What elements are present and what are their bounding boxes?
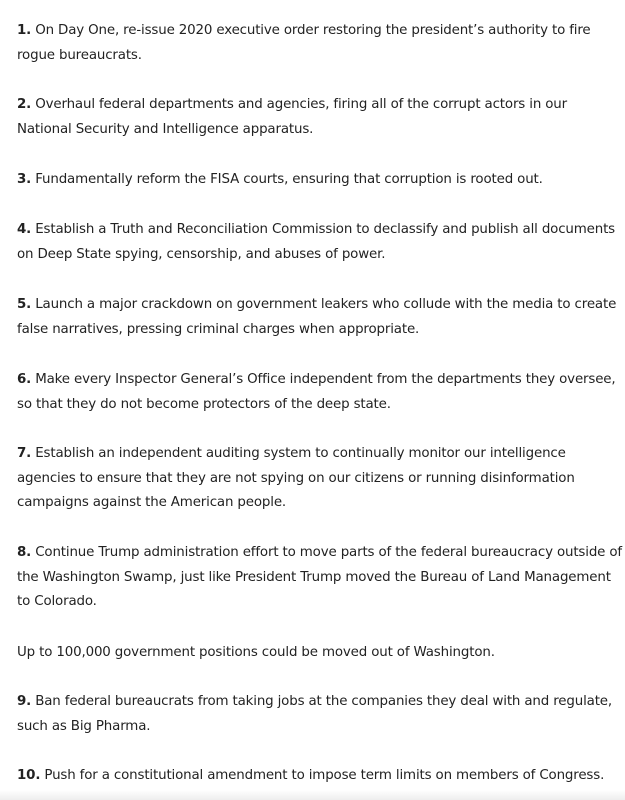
item-number: 6. bbox=[17, 372, 32, 387]
item-text: Establish an independent auditing system to continually monitor our intelligence agencies to ensure that they are not spying on our citizens or running disinformation campaigns against the American people. bbox=[17, 446, 575, 511]
item-number: 2. bbox=[17, 97, 32, 112]
item-text: On Day One, re-issue 2020 executive order restoring the president’s authority to fire rogue bureaucrats. bbox=[17, 23, 591, 63]
item-number: 4. bbox=[17, 222, 32, 237]
item-text: Fundamentally reform the FISA courts, ensuring that corruption is rooted out. bbox=[35, 172, 543, 187]
item-number: 10. bbox=[17, 768, 41, 783]
item-text: Ban federal bureaucrats from taking jobs at the companies they deal with and regulate, such as Big Pharma. bbox=[17, 694, 612, 734]
item-text: Continue Trump administration effort to move parts of the federal bureaucracy outside of the Washington Swamp, just like President Trump moved the Bureau of Land Management to Colorado. bbox=[17, 545, 622, 610]
item-number: 7. bbox=[17, 446, 32, 461]
list-item-6 bbox=[17, 368, 622, 417]
list-item-5 bbox=[17, 293, 622, 342]
item-text: Launch a major crackdown on government leakers who collude with the media to create false narratives, pressing criminal charges when appropriate. bbox=[17, 297, 617, 337]
item-number: 8. bbox=[17, 545, 32, 560]
list-item-9 bbox=[17, 690, 622, 739]
list-item-8 bbox=[17, 541, 622, 615]
item-number: 3. bbox=[17, 172, 32, 187]
list-item-3 bbox=[17, 168, 622, 193]
bottom-edge-shadow bbox=[0, 790, 625, 800]
item-number: 1. bbox=[17, 23, 32, 38]
item-text: Make every Inspector General’s Office independent from the departments they oversee, so that they do not become protectors of the deep state. bbox=[17, 372, 616, 412]
item-text: Overhaul federal departments and agencies, firing all of the corrupt actors in our National Security and Intelligence apparatus. bbox=[17, 97, 567, 137]
list-item-10 bbox=[17, 764, 622, 789]
list-item-4 bbox=[17, 218, 622, 267]
item-text: Push for a constitutional amendment to impose term limits on members of Congress. bbox=[44, 768, 605, 783]
list-item-7 bbox=[17, 442, 622, 516]
item-number: 5. bbox=[17, 297, 32, 312]
note-paragraph: Up to 100,000 government positions could be moved out of Washington. bbox=[17, 645, 495, 660]
item-number: 9. bbox=[17, 694, 32, 709]
list-item-1 bbox=[17, 19, 622, 68]
item-text: Establish a Truth and Reconciliation Commission to declassify and publish all documents on Deep State spying, censorship, and abuses of power. bbox=[17, 222, 616, 262]
list-item-2 bbox=[17, 93, 622, 142]
